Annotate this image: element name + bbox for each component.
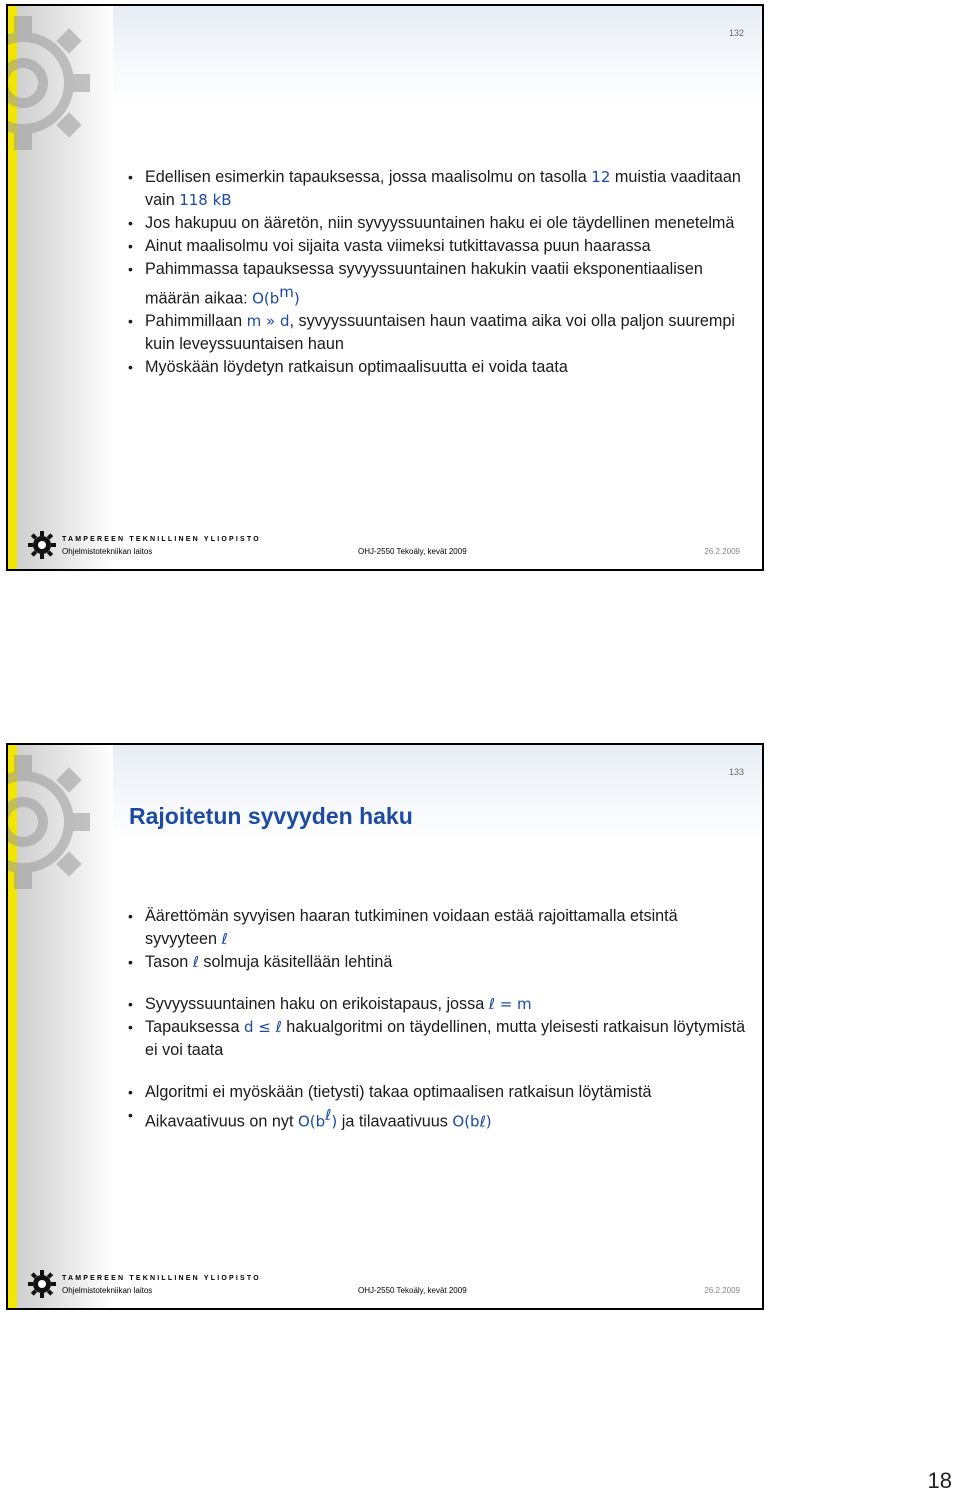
bullet-text: , syvyyssuuntaisen haun vaatima aika voi olla paljon suurempi kuin leveyssuuntaisen haun [145,312,735,354]
top-band [113,745,762,845]
course-label: OHJ-2550 Tekoäly, kevät 2009 [358,1286,467,1295]
gear-watermark-icon [6,743,128,947]
bullet-text: Ainut maalisolmu voi sijaita vasta viimeksi tutkittavassa puun haarassa [145,237,651,255]
bullet-item [128,166,748,212]
bullet-item [128,258,748,310]
bullet-text: Edellisen esimerkin tapauksessa, jossa maalisolmu on tasolla [145,168,592,186]
slide-number: 133 [728,767,744,777]
bullet-text: muistia vaaditaan vain [145,168,741,209]
bullet-item [128,1104,748,1133]
bullet-item [128,356,748,379]
bullet-text: Myöskään löydetyn ratkaisun optimaalisuutta ei voida taata [145,358,568,377]
department-label: Ohjelmistotekniikan laitos [62,547,153,556]
bullet-item [128,235,748,258]
slide-title: Rajoitetun syvyyden haku [129,803,413,829]
bullet-text: Syvyyssuuntainen haku on erikoistapaus, jossa [145,995,489,1013]
university-logo-text: TAMPEREEN TEKNILLINEN YLIOPISTO [62,1275,261,1282]
bullet-text: Tapauksessa [145,1018,244,1036]
bullet-item [128,212,748,235]
bullet-list [128,905,748,1133]
gear-watermark-icon [6,4,128,208]
tut-gear-logo-icon [28,1270,56,1298]
math-expression: ℓ [192,953,199,971]
tut-gear-logo-icon [28,531,56,559]
bullet-item [128,993,748,1016]
math-expression: ℓ [221,930,228,948]
slide-number: 132 [728,28,744,38]
slide-footer [8,1268,762,1308]
department-label: Ohjelmistotekniikan laitos [62,1286,153,1295]
bullet-text: Pahimmillaan [145,312,247,331]
math-expression: ) [331,1112,338,1131]
slide-footer [8,529,762,569]
course-label: OHJ-2550 Tekoäly, kevät 2009 [358,547,467,556]
top-band [113,6,762,106]
bullet-text: ja tilavaativuus [337,1112,453,1131]
bullet-item [128,1081,748,1104]
date-label: 26.2.2009 [704,1286,740,1295]
math-expression: d ≤ ℓ [243,1018,282,1036]
math-superscript: ℓ [325,1106,332,1124]
math-expression: m » d [246,312,290,331]
bullet-list [128,166,748,379]
bullet-text: Tason [145,953,193,971]
bullet-item [128,905,748,951]
bullet-text: hakualgoritmi on täydellinen, mutta yleisesti ratkaisun löytymistä ei voi taata [145,1018,746,1059]
bullet-item [128,310,748,356]
bullet-item [128,1016,748,1062]
document-page-number: 18 [927,1468,952,1493]
bullet-text: Pahimmassa tapauksessa syvyyssuuntainen hakukin vaatii eksponentiaalisen määrän aikaa: [145,260,703,308]
bullet-text: Aikavaativuus on nyt [145,1112,298,1131]
math-superscript: m [279,283,294,301]
date-label: 26.2.2009 [704,547,740,556]
bullet-text: Algoritmi ei myöskään (tietysti) takaa optimaalisen ratkaisun löytämistä [145,1083,652,1101]
math-expression: O(b [297,1112,326,1131]
slide-133 [6,743,764,1310]
bullet-text: solmuja käsitellään lehtinä [198,953,393,971]
math-expression: ℓ = m [488,995,532,1013]
bullet-text: Jos hakupuu on ääretön, niin syvyyssuuntainen haku ei ole täydellinen menetelmä [145,214,735,232]
math-expression: ) [293,289,300,308]
university-logo-text: TAMPEREEN TEKNILLINEN YLIOPISTO [62,536,261,543]
math-expression: O(bℓ) [452,1112,492,1131]
bullet-item [128,951,748,974]
math-expression: 12 [591,168,611,186]
math-expression: O(b [252,289,280,308]
slide-132 [6,4,764,571]
math-expression: 118 kB [179,191,232,209]
bullet-text: Äärettömän syvyisen haaran tutkiminen voidaan estää rajoittamalla etsintä syvyyteen [145,907,678,948]
